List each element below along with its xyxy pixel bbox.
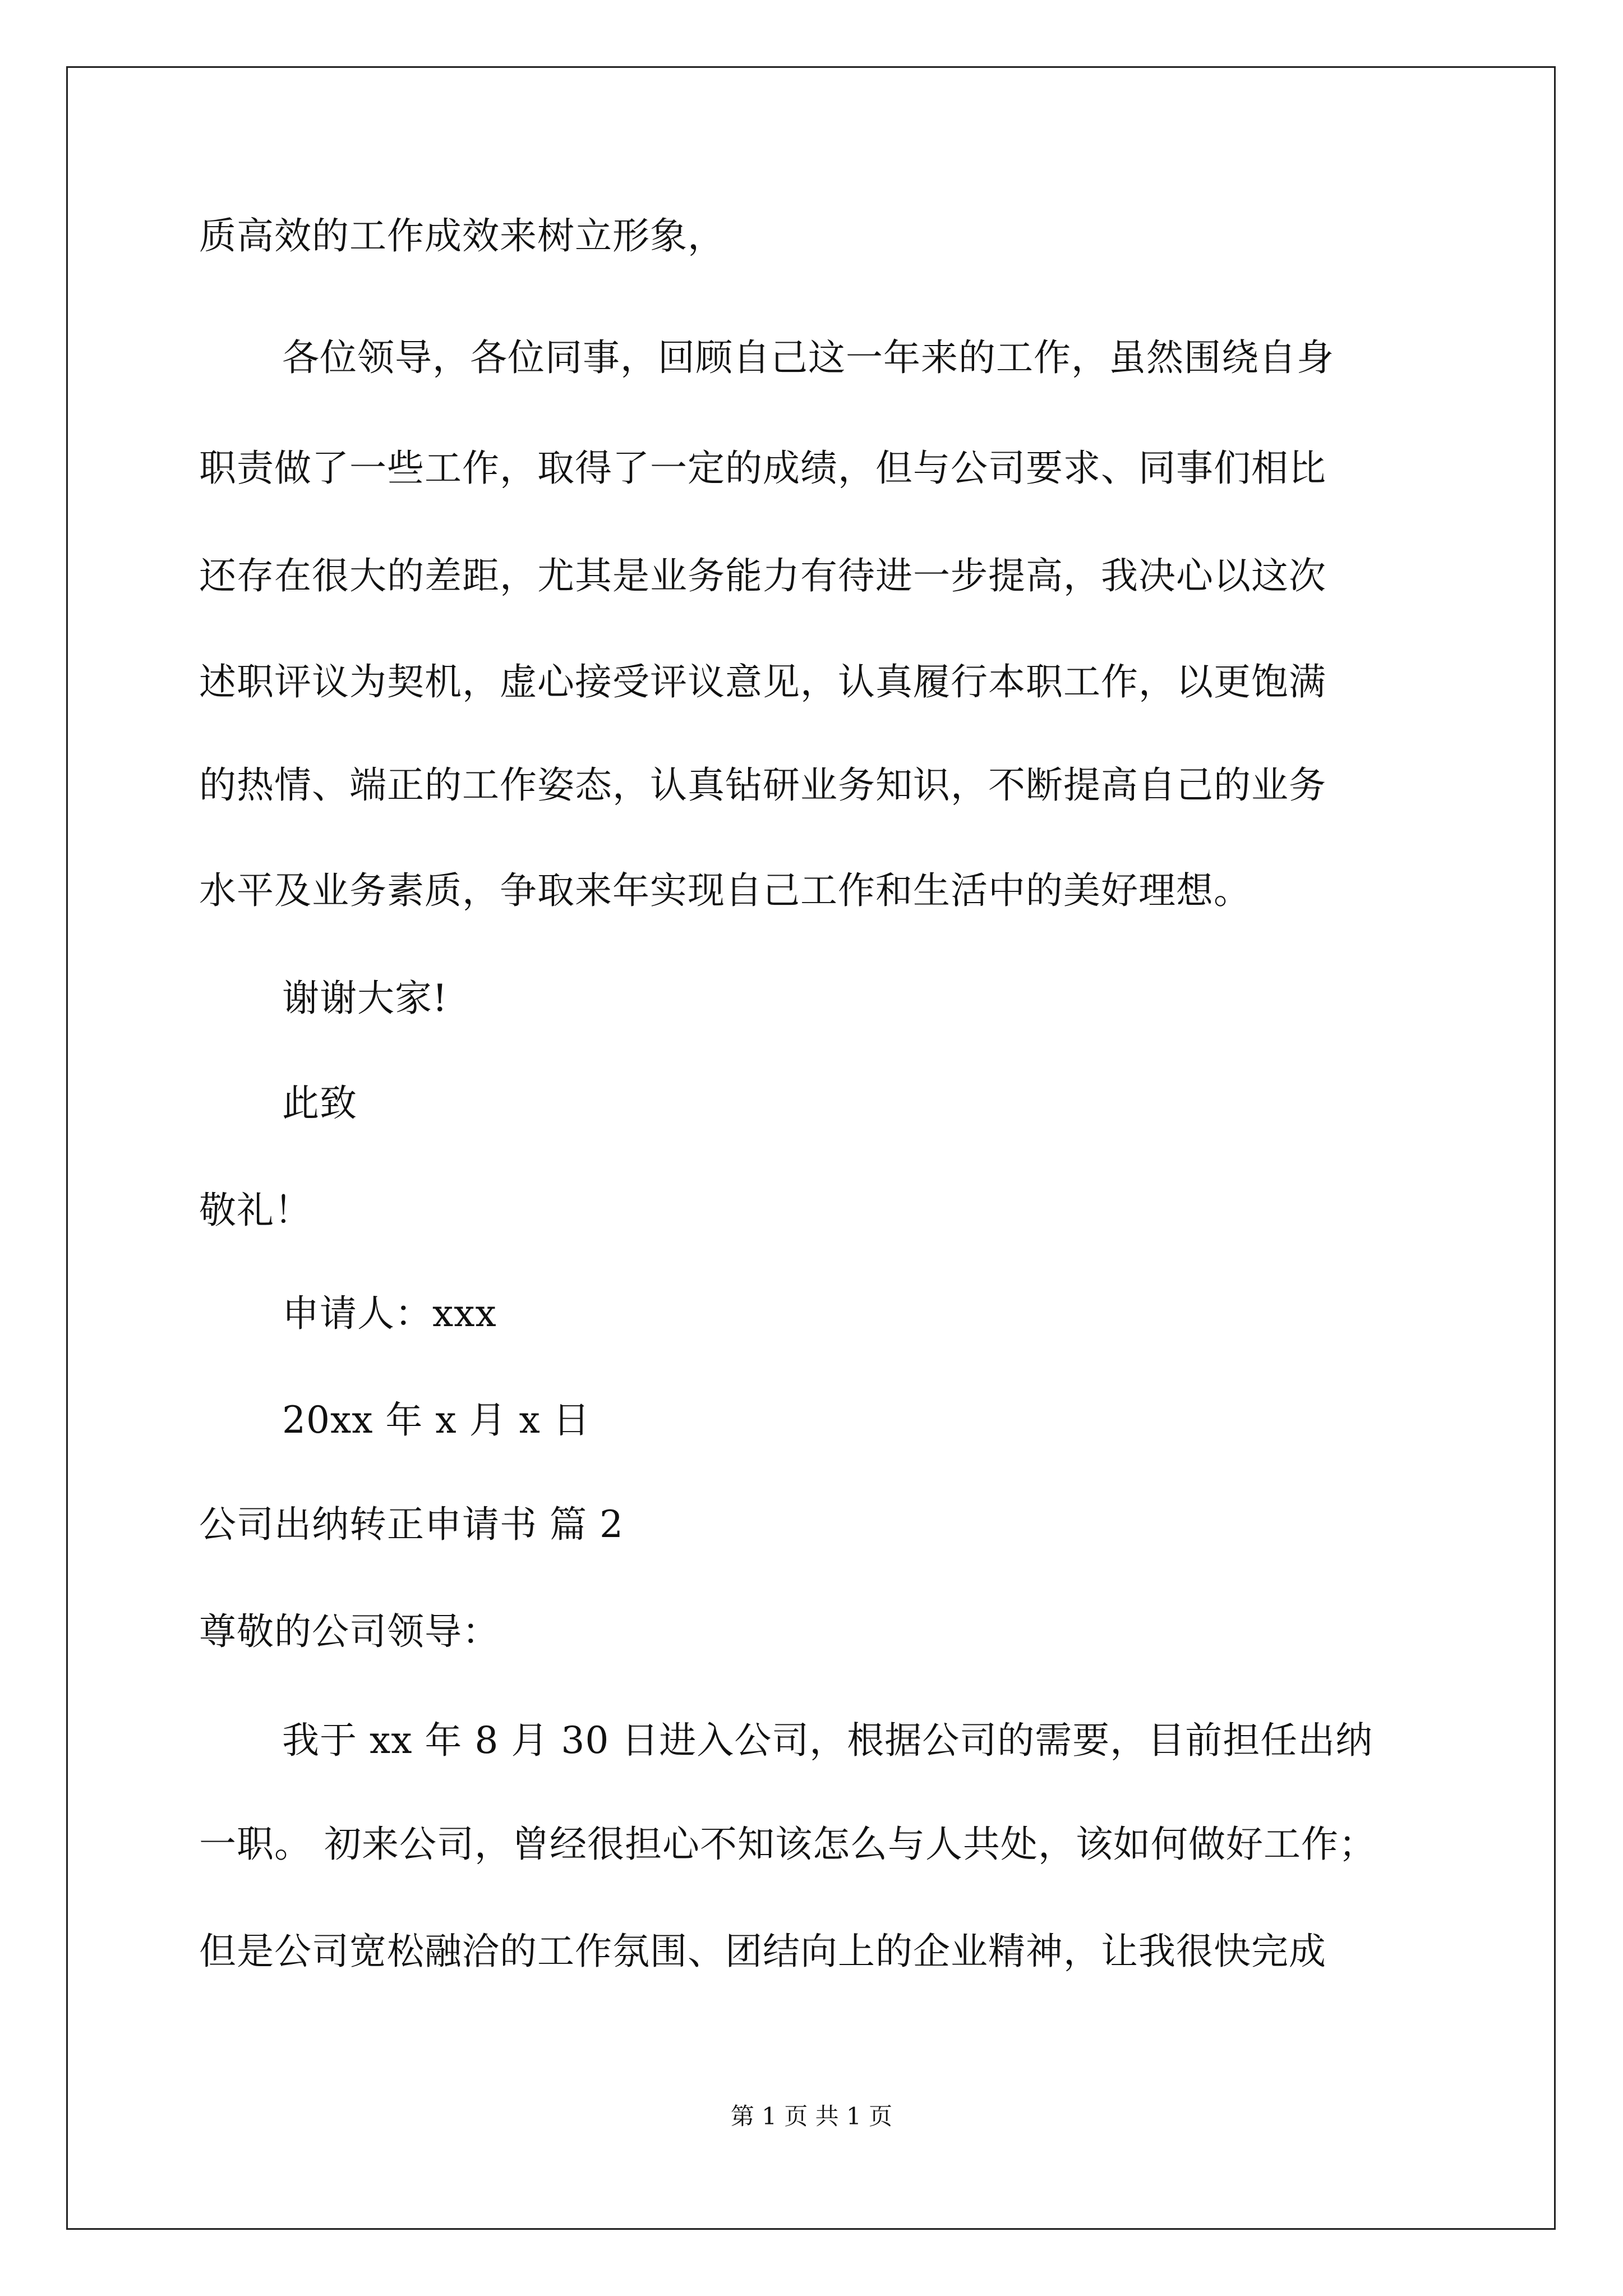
salutation: 尊敬的公司领导： — [199, 1610, 500, 1653]
text-line: 一职。 初来公司，曾经很担心不知该怎么与人共处，该如何做好工作； — [199, 1823, 1376, 1866]
text-line: 的热情、端正的工作姿态，认真钻研业务知识，不断提高自己的业务 — [199, 763, 1326, 807]
page-number-footer: 第 1 页 共 1 页 — [730, 2102, 893, 2130]
text-line: 水平及业务素质，争取来年实现自己工作和生活中的美好理想。 — [199, 869, 1251, 912]
text-line: 申请人：xxx — [282, 1292, 497, 1335]
text-line: 此致 — [282, 1082, 357, 1125]
text-line: 我于 xx 年 8 月 30 日进入公司，根据公司的需要，目前担任出纳 — [282, 1719, 1373, 1762]
section-heading: 公司出纳转正申请书 篇 2 — [199, 1503, 624, 1546]
text-line: 职责做了一些工作，取得了一定的成绩，但与公司要求、同事们相比 — [199, 447, 1326, 490]
text-line: 述职评议为契机，虚心接受评议意见，认真履行本职工作，以更饱满 — [199, 660, 1326, 703]
text-line: 谢谢大家! — [282, 977, 448, 1020]
text-line: 20xx 年 x 月 x 日 — [282, 1398, 591, 1442]
text-line: 但是公司宽松融洽的工作氛围、团结向上的企业精神，让我很快完成 — [199, 1930, 1326, 1973]
text-line: 还存在很大的差距，尤其是业务能力有待进一步提高，我决心以这次 — [199, 554, 1326, 597]
page-frame — [66, 66, 1556, 2230]
text-line: 质高效的工作成效来树立形象， — [199, 214, 725, 257]
text-line: 各位领导，各位同事，回顾自己这一年来的工作，虽然围绕自身 — [282, 336, 1334, 379]
text-line: 敬礼！ — [199, 1189, 312, 1232]
